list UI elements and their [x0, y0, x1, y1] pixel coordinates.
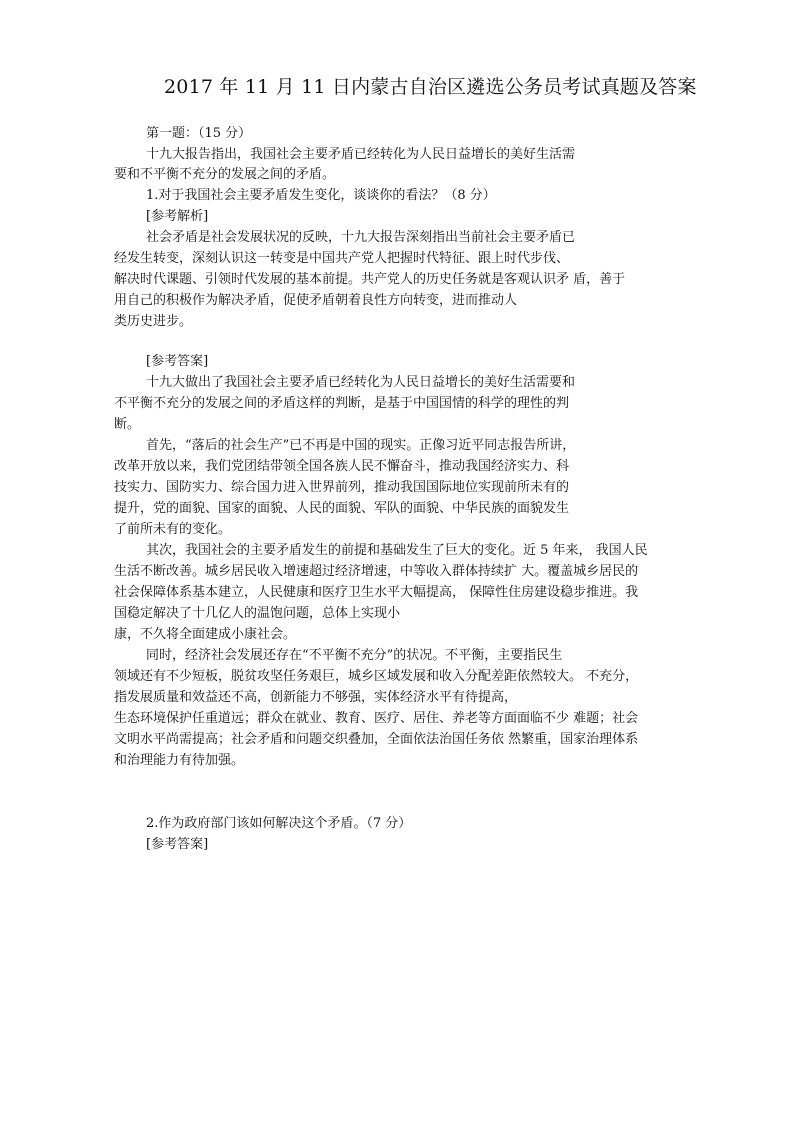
paragraph-line: 用自己的积极作为解决矛盾，促使矛盾朝着良性方向转变，进而推动人	[114, 293, 518, 308]
section-label-analysis: [参考解析]	[146, 209, 209, 224]
paragraph-line: 社会保障体系基本建立，人民健康和医疗卫生水平大幅提高， 保障性住房建设稳步推进。我	[114, 585, 639, 600]
paragraph-line: 十九大报告指出，我国社会主要矛盾已经转化为人民日益增长的美好生活需	[146, 147, 576, 162]
paragraph-line: 经发生转变，深刻认识这一转变是中国共产党人把握时代特征、跟上时代步伐、	[114, 251, 570, 266]
sub-question-2: 2.作为政府部门该如何解决这个矛盾。（7 分）	[146, 816, 412, 831]
section-label-answer: [参考答案]	[146, 354, 209, 369]
sub-question-1: 1.对于我国社会主要矛盾发生变化，谈谈你的看法？（8 分）	[146, 188, 496, 203]
paragraph-line: 不平衡不充分的发展之间的矛盾这样的判断，是基于中国国情的科学的理性的判	[114, 396, 570, 411]
paragraph-line: 文明水平尚需提高；社会矛盾和问题交织叠加，全面依法治国任务依 然繁重，国家治理体系	[114, 732, 639, 747]
paragraph-line: 技实力、国防实力、综合国力进入世界前列，推动我国国际地位实现前所未有的	[114, 480, 570, 495]
paragraph-line: 了前所未有的变化。	[114, 522, 232, 537]
paragraph-line: 同时，经济社会发展还存在“不平衡不充分”的状况。不平衡，主要指民生	[146, 648, 563, 663]
section-label-answer-2: [参考答案]	[146, 837, 209, 852]
paragraph-line: 改革开放以来，我们党团结带领全国各族人民不懈奋斗，推动我国经济实力、科	[114, 459, 570, 474]
paragraph-line: 解决时代课题、引领时代发展的基本前提。共产党人的历史任务就是客观认识矛 盾，善于	[114, 272, 626, 287]
paragraph-line: 类历史进步。	[114, 314, 193, 329]
paragraph-line: 领域还有不少短板，脱贫攻坚任务艰巨，城乡区域发展和收入分配差距依然较大。 不充分，	[114, 669, 639, 684]
paragraph-line: 国稳定解决了十几亿人的温饱问题，总体上实现小	[114, 606, 401, 621]
paragraph-line: 生活不断改善。城乡居民收入增速超过经济增速，中等收入群体持续扩 大。覆盖城乡居民的	[114, 564, 639, 579]
paragraph-line: 和治理能力有待加强。	[114, 753, 245, 768]
question-1-heading: 第一题：（15 分）	[146, 126, 252, 141]
paragraph-line: 指发展质量和效益还不高，创新能力不够强，实体经济水平有待提高，	[114, 690, 518, 705]
document-title: 2017 年 11 月 11 日内蒙古自治区遴选公务员考试真题及答案	[164, 76, 697, 98]
paragraph-line: 要和不平衡不充分的发展之间的矛盾。	[114, 167, 336, 182]
paragraph-line: 社会矛盾是社会发展状况的反映，十九大报告深刻指出当前社会主要矛盾已	[146, 230, 576, 245]
paragraph-line: 其次，我国社会的主要矛盾发生的前提和基础发生了巨大的变化。近 5 年来， 我国人民	[146, 543, 648, 558]
paragraph-line: 断。	[114, 417, 141, 432]
paragraph-line: 十九大做出了我国社会主要矛盾已经转化为人民日益增长的美好生活需要和	[146, 375, 576, 390]
paragraph-line: 提升，党的面貌、国家的面貌、人民的面貌、军队的面貌、中华民族的面貌发生	[114, 501, 570, 516]
paragraph-line: 康，不久将全面建成小康社会。	[114, 627, 297, 642]
paragraph-line: 生态环境保护任重道远；群众在就业、教育、医疗、居住、养老等方面面临不少 难题；社会	[114, 711, 639, 726]
paragraph-line: 首先，“落后的社会生产”已不再是中国的现实。正像习近平同志报告所讲，	[146, 438, 576, 453]
